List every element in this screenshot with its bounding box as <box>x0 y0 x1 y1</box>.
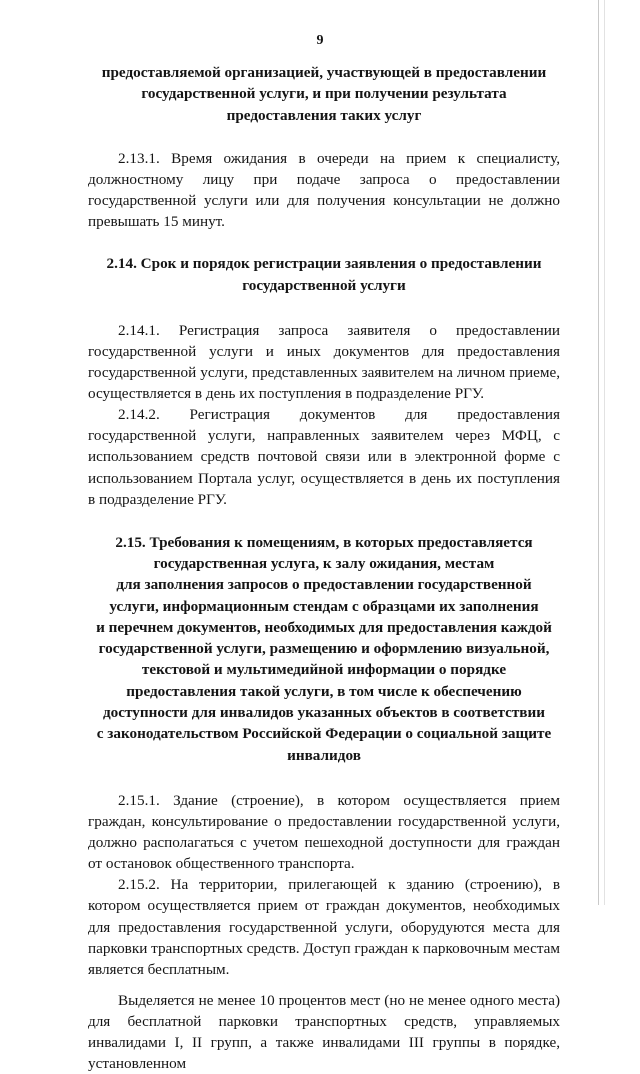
paragraph-2-13-1: 2.13.1. Время ожидания в очереди на прием к специалисту, должностному лицу при подаче запроса о предоставлении государственной услуги или для получения консультации не должно превышать 15 минут. <box>88 149 560 231</box>
heading-line: для заполнения запросов о предоставлении государственной <box>116 576 532 594</box>
paragraph-2-14-2: 2.14.2. Регистрация документов для предоставления государственной услуги, направленных заявителем через МФЦ, с использованием средств почтовой связи или в электронной форме с использованием Портала услуг, осуществляется в день их поступления в подразделение РГУ. <box>88 406 560 508</box>
heading-line: государственной услуги, и при получении результата <box>141 85 507 103</box>
scan-edge-line <box>604 0 605 905</box>
heading-line: предоставления таких услуг <box>226 106 422 124</box>
heading-line: 2.15. Требования к помещениям, в которых предоставляется <box>115 533 533 551</box>
heading-line: услуги, информационным стендам с образцами их заполнения <box>109 597 539 615</box>
section-heading-2-14 <box>88 253 560 296</box>
page-number: 9 <box>316 33 324 48</box>
page-content <box>88 62 560 1074</box>
heading-line: предоставляемой организацией, участвующей в предоставлении <box>101 64 547 81</box>
heading-line: предоставления такой услуги, в том числе к обеспечению <box>126 682 522 700</box>
heading-line: инвалидов <box>287 746 361 764</box>
heading-line: государственной услуги <box>242 276 406 294</box>
heading-line: государственной услуги, размещению и оформлению визуальной, <box>98 640 550 658</box>
paragraph-2-14-1: 2.14.1. Регистрация запроса заявителя о предоставлении государственной услуги и иных документов для предоставления государственной услуги, представленных заявителем на личном приеме, осуществляется в день их поступления в подразделение РГУ. <box>88 321 560 403</box>
paragraph-2-15-2: 2.15.2. На территории, прилегающей к зданию (строению), в котором осуществляется прием от граждан документов, необходимых для предоставления государственной услуги, оборудуются места для парковки транспортных средств. Доступ граждан к парковочным местам является бесплатным. <box>88 876 560 978</box>
section-heading-2-15 <box>88 532 560 766</box>
section-heading-continuation <box>88 62 560 126</box>
scan-edge-line <box>598 0 599 905</box>
heading-line: доступности для инвалидов указанных объектов в соответствии <box>103 704 545 722</box>
heading-line: с законодательством Российской Федерации о социальной защите <box>96 725 552 743</box>
paragraph-2-15-1: 2.15.1. Здание (строение), в котором осуществляется прием граждан, консультирование о предоставлении государственной услуги, должно располагаться с учетом пешеходной доступности для граждан от остановок общественного транспорта. <box>88 791 560 873</box>
heading-line: и перечнем документов, необходимых для предоставления каждой <box>96 618 552 636</box>
paragraph-parking-quota: Выделяется не менее 10 процентов мест (но не менее одного места) для бесплатной парковки транспортных средств, управляемых инвалидами I, II групп, а также инвалидами III группы в порядке, установленном <box>88 991 560 1073</box>
heading-line: государственная услуга, к залу ожидания, местам <box>153 555 495 572</box>
heading-line: текстовой и мультимедийной информации о порядке <box>141 661 507 679</box>
heading-line: 2.14. Срок и порядок регистрации заявления о предоставлении <box>106 255 542 273</box>
